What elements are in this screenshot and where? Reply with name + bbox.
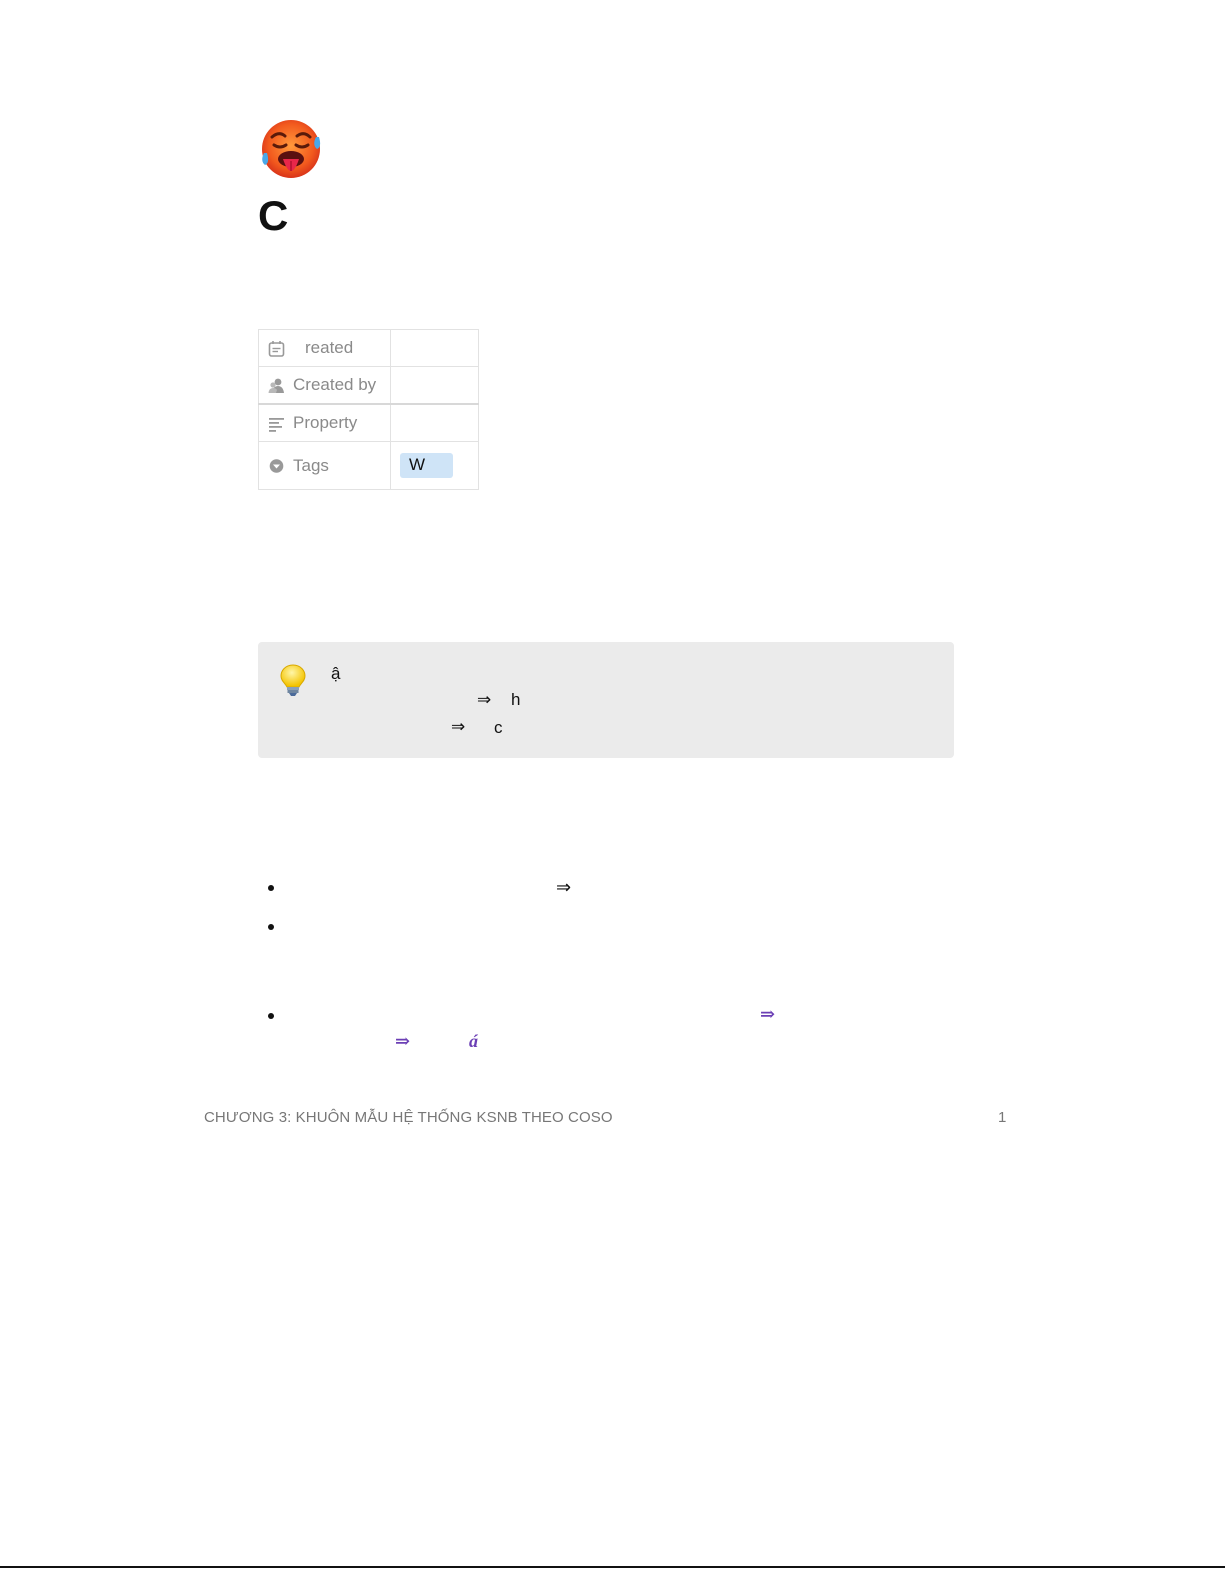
bullet-dot	[268, 1013, 274, 1019]
callout-line-1: ậ	[331, 664, 341, 683]
property-row-created-by[interactable]	[259, 367, 479, 405]
footer-page-number: 1	[998, 1109, 1007, 1126]
hot-face-emoji-icon	[258, 113, 326, 181]
footer-chapter-title: CHƯƠNG 3: KHUÔN MẪU HỆ THỐNG KSNB THEO COSO	[204, 1109, 613, 1126]
implies-arrow: ⇒	[760, 1004, 776, 1024]
property-row-property[interactable]	[259, 404, 479, 442]
property-value[interactable]	[391, 367, 479, 405]
property-value[interactable]	[391, 404, 479, 442]
page-bottom-rule	[0, 1566, 1225, 1568]
property-label: Created by	[293, 375, 377, 394]
callout-line-2-text: h	[511, 690, 521, 709]
person-icon	[268, 377, 285, 394]
implies-arrow: ⇒	[556, 877, 572, 897]
tag-badge[interactable]: W	[400, 453, 453, 478]
bullet-dot	[268, 924, 274, 930]
property-row-created[interactable]	[259, 330, 479, 367]
property-row-tags[interactable]	[259, 442, 479, 490]
callout-line-3-text: c	[494, 718, 503, 737]
bullet-dot	[268, 885, 274, 891]
calendar-icon	[268, 340, 285, 357]
text-lines-icon	[268, 415, 285, 432]
lightbulb-icon	[280, 664, 306, 698]
page-title: C	[258, 192, 289, 239]
property-label: Tags	[293, 455, 329, 475]
implies-arrow: ⇒	[451, 717, 466, 736]
implies-arrow: ⇒	[477, 690, 492, 709]
property-value[interactable]	[391, 330, 479, 367]
callout-block	[258, 642, 954, 758]
emphasis-text: á	[469, 1031, 478, 1051]
implies-arrow: ⇒	[395, 1031, 411, 1051]
property-value-tags[interactable]	[391, 442, 479, 490]
property-label: reated	[305, 338, 354, 357]
dropdown-circle-icon	[268, 457, 285, 474]
property-label: Property	[293, 413, 358, 432]
properties-table	[258, 329, 479, 490]
